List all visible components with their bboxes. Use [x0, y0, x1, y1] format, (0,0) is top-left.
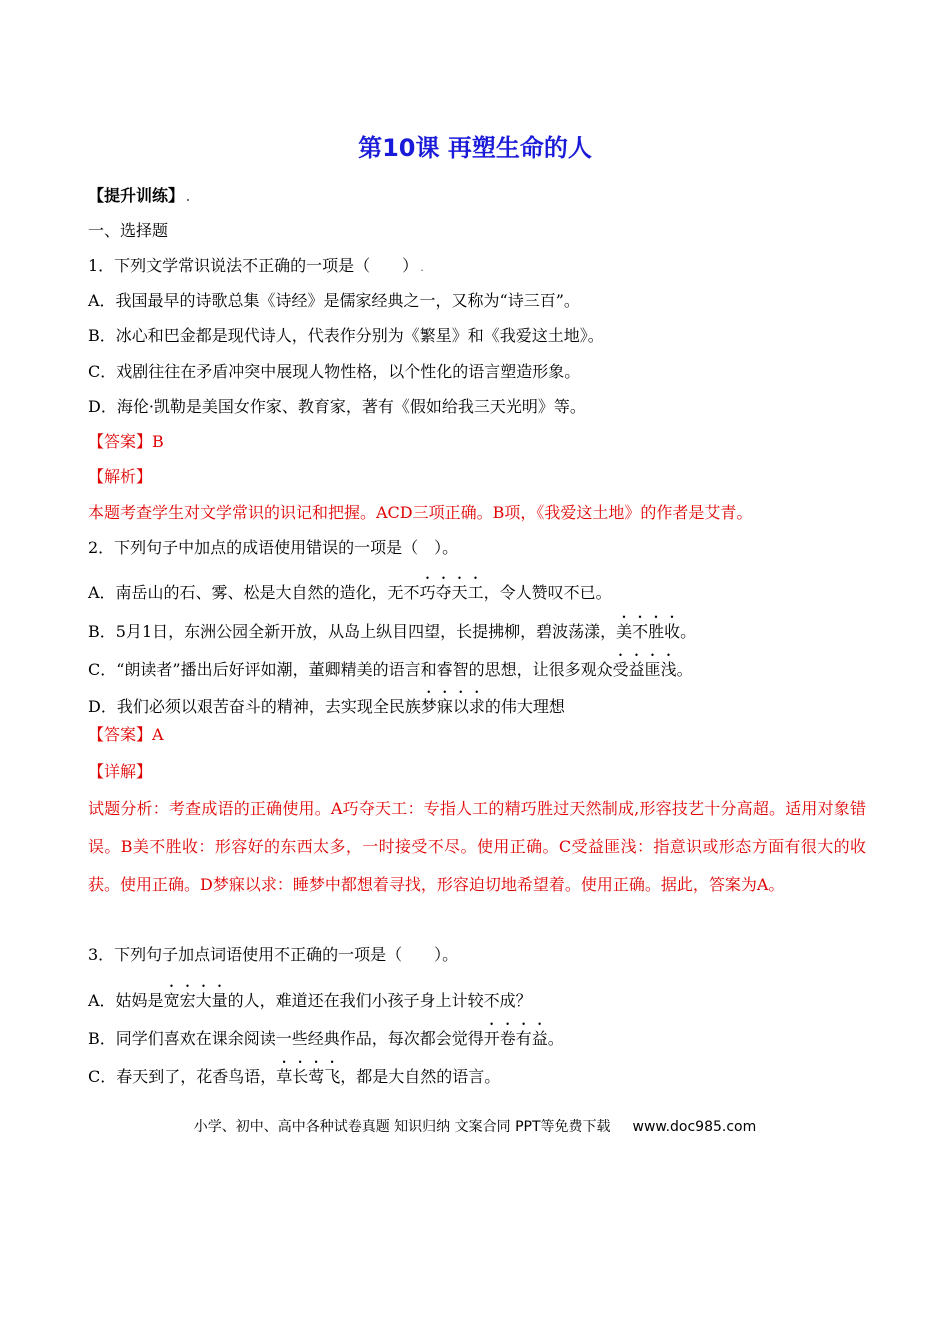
page-footer — [0, 1116, 950, 1136]
q2-a-post: ，令人赞叹不已。 — [483, 583, 612, 602]
q2-b-marked-idiom: 美不胜收 — [616, 622, 681, 641]
q3-a-post: 的人，难道还在我们小孩子身上计较不成？ — [227, 991, 532, 1010]
q2-option-d — [88, 688, 565, 717]
q2-stem: 2．下列句子中加点的成语使用错误的一项是（ ）。 — [88, 538, 459, 557]
q3-stem: 3．下列句子加点词语使用不正确的一项是（ ）。 — [88, 945, 459, 964]
q3-c-post: ，都是大自然的语言。 — [340, 1067, 501, 1086]
q2-b-post: 。 — [680, 622, 697, 641]
q3-c-marked-word: 草长莺飞 — [276, 1067, 341, 1086]
q3-c-pre: C．春天到了，花香鸟语， — [88, 1067, 277, 1086]
q2-c-pre: C．“朗读者”播出后好评如潮，董卿精美的语言和睿智的思想，让很多观众 — [88, 660, 613, 679]
section-heading: 一、选择题 — [88, 221, 169, 240]
q1-analysis: 本题考查学生对文学常识的识记和把握。ACD三项正确。B项，《我爱这土地》的作者是艾青。 — [88, 503, 753, 522]
section-label-text: 【提升训练】 — [88, 186, 185, 205]
q1-answer: 【答案】B — [88, 432, 164, 451]
q3-b-post: 。 — [547, 1029, 564, 1048]
q3-option-a — [88, 982, 532, 1011]
q2-analysis-label: 【详解】 — [88, 762, 153, 781]
q2-c-marked-idiom: 受益匪浅 — [612, 660, 677, 679]
footer-text: 小学、初中、高中各种试卷真题 知识归纳 文案合同 PPT等免费下载 — [193, 1119, 611, 1135]
page-title: 第10课 再塑生命的人 — [358, 134, 592, 162]
q1-option-b: B．冰心和巴金都是现代诗人，代表作分别为《繁星》和《我爱这土地》。 — [88, 326, 604, 345]
q2-d-post: 的伟大理想 — [484, 697, 565, 716]
footer-site-link[interactable]: www.doc985.com — [632, 1119, 757, 1135]
q2-a-pre: A．南岳山的石、雾、松是大自然的造化，无不 — [88, 583, 420, 602]
section-label: 【提升训练】 . — [88, 186, 190, 205]
q1-analysis-label: 【解析】 — [88, 467, 153, 486]
q2-option-c — [88, 651, 693, 680]
q3-option-b — [88, 1020, 564, 1049]
q2-d-pre: D．我们必须以艰苦奋斗的精神，去实现全民族 — [88, 697, 421, 716]
q2-option-a — [88, 574, 612, 603]
q1-stem-text: 1．下列文学常识说法不正确的一项是（ ） — [88, 256, 419, 275]
q2-c-post: 。 — [676, 660, 693, 679]
q1-option-a: A．我国最早的诗歌总集《诗经》是儒家经典之一，又称为“诗三百”。 — [88, 291, 580, 310]
q2-analysis: 试题分析：考查成语的正确使用。A巧夺天工：专指人工的精巧胜过天然制成,形容技艺十分高超。适用对象错误。B美不胜收：形容好的东西太多，一时接受不尽。使用正确。C受益匪浅：指意识或形态方面有很大的收获。使用正确。D梦寐以求：睡梦中都想着寻找，形容迫切地希望着。使用正确。据此，答案为A。 — [88, 799, 866, 894]
q2-b-pre: B．5月1日，东洲公园全新开放，从岛上纵目四望，长提拂柳，碧波荡漾， — [88, 622, 617, 641]
q1-option-d: D．海伦·凯勒是美国女作家、教育家，著有《假如给我三天光明》等。 — [88, 397, 586, 416]
q2-answer: 【答案】A — [88, 725, 164, 744]
q3-b-marked-word: 开卷有益 — [483, 1029, 548, 1048]
q3-b-pre: B．同学们喜欢在课余阅读一些经典作品，每次都会觉得 — [88, 1029, 484, 1048]
q3-a-marked-word: 宽宏大量 — [163, 991, 228, 1010]
q2-option-b — [88, 613, 696, 642]
q2-a-marked-idiom: 巧夺天工 — [419, 583, 484, 602]
q1-option-c: C．戏剧往往在矛盾冲突中展现人物性格，以个性化的语言塑造形象。 — [88, 362, 581, 381]
q3-a-pre: A．姑妈是 — [88, 991, 164, 1010]
q1-stem: 1．下列文学常识说法不正确的一项是（ ） . — [88, 256, 424, 275]
q3-option-c — [88, 1058, 500, 1087]
q2-d-marked-idiom: 梦寐以求 — [420, 697, 485, 716]
